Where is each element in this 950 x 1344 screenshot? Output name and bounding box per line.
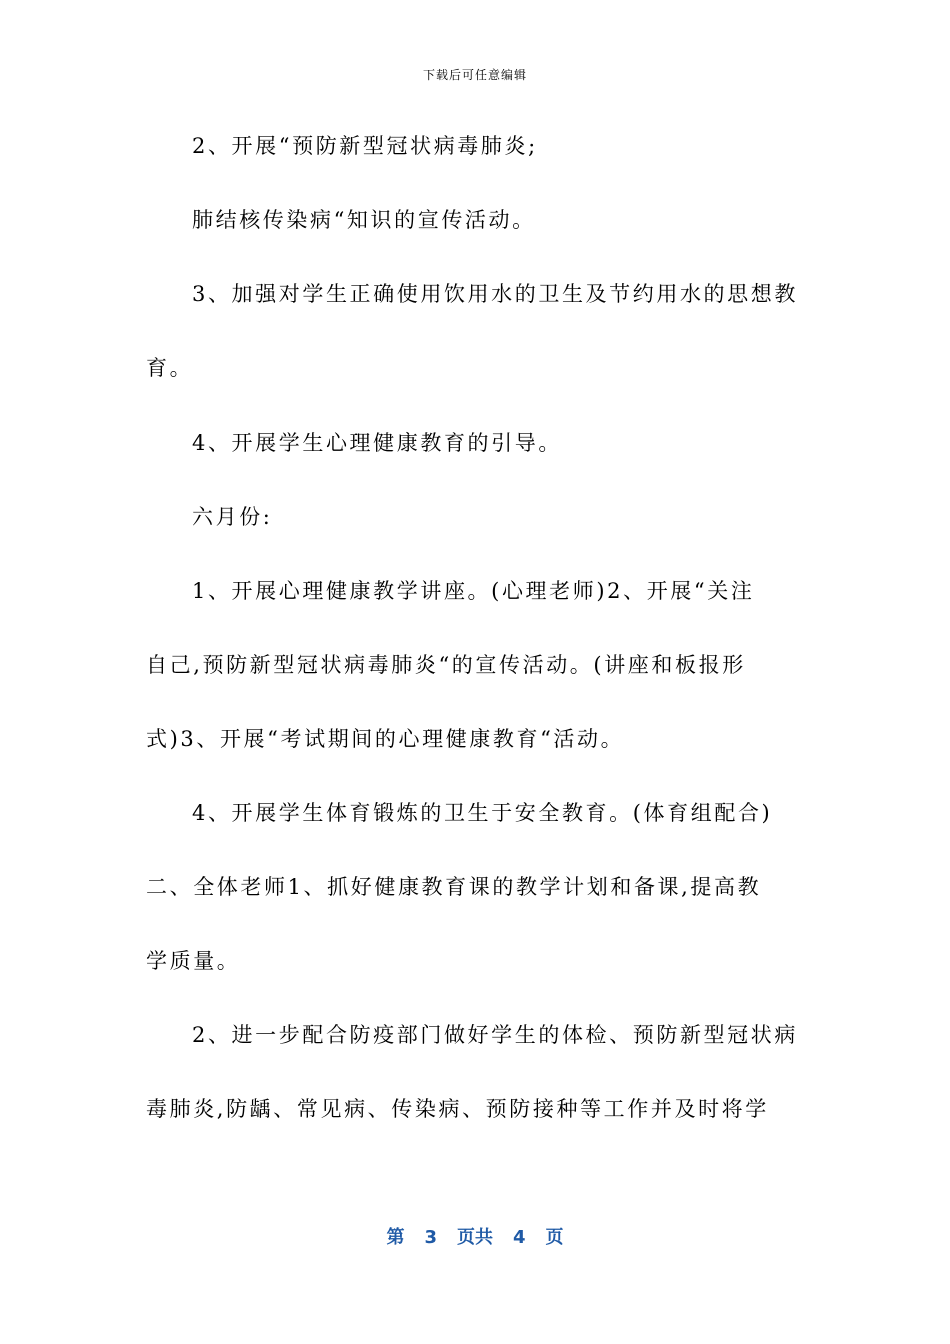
body-line: 学质量。 [146, 949, 241, 973]
body-line: 4、开展学生心理健康教育的引导。 [192, 431, 562, 455]
footer-prefix: 第 [386, 1227, 405, 1248]
footer-current-page: 3 [424, 1227, 437, 1248]
body-line: 3、加强对学生正确使用饮用水的卫生及节约用水的思想教 [192, 282, 798, 306]
page-header: 下载后可任意编辑 [422, 68, 527, 82]
body-line: 2、开展“预防新型冠状病毒肺炎; [192, 134, 538, 158]
body-line: 自己,预防新型冠状病毒肺炎“的宣传活动。(讲座和板报形 [146, 653, 746, 677]
body-line: 式)3、开展“考试期间的心理健康教育“活动。 [146, 727, 625, 751]
body-line: 2、进一步配合防疫部门做好学生的体检、预防新型冠状病 [192, 1023, 798, 1047]
body-line: 肺结核传染病“知识的宣传活动。 [192, 208, 536, 232]
body-line: 育。 [146, 356, 194, 380]
footer-suffix: 页 [545, 1227, 564, 1248]
body-line: 二、全体老师1、抓好健康教育课的教学计划和备课,提高教 [146, 875, 762, 899]
body-line: 4、开展学生体育锻炼的卫生于安全教育。(体育组配合) [192, 801, 773, 825]
footer-total-pages: 4 [513, 1227, 526, 1248]
body-line: 六月份: [192, 505, 273, 529]
page-footer [0, 1226, 950, 1250]
body-line: 1、开展心理健康教学讲座。(心理老师)2、开展“关注 [192, 579, 755, 603]
body-line: 毒肺炎,防龋、常见病、传染病、预防接种等工作并及时将学 [146, 1097, 769, 1121]
footer-middle: 页共 [457, 1227, 493, 1248]
